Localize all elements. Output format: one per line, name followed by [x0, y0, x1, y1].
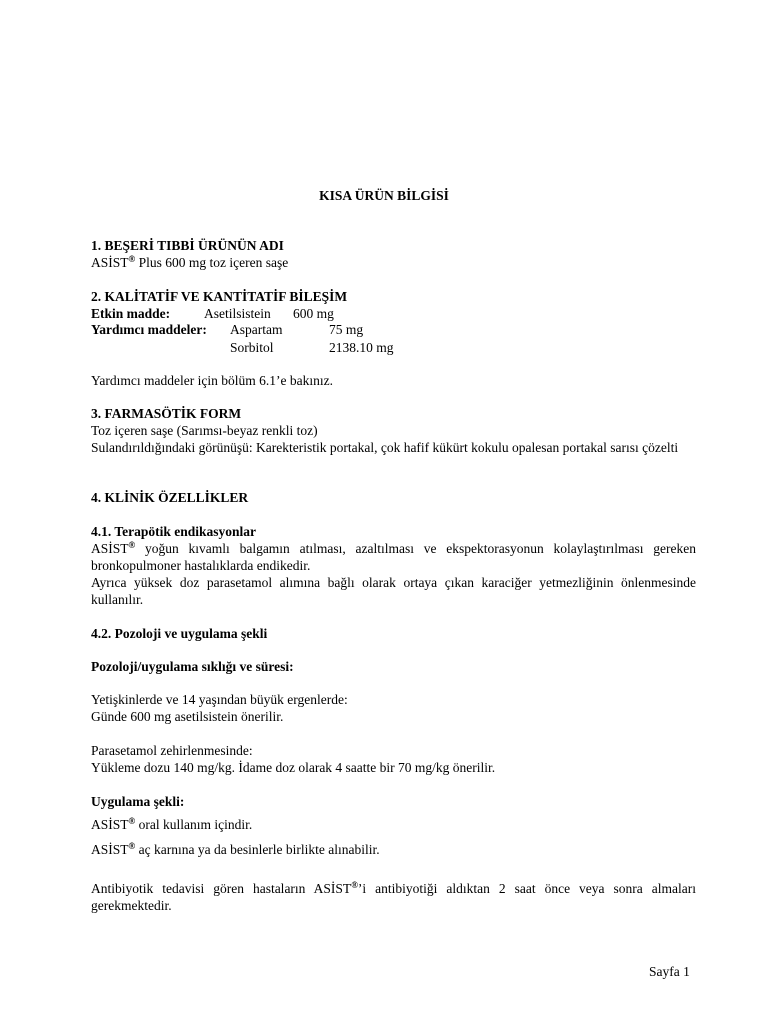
document-title: KISA ÜRÜN BİLGİSİ — [319, 188, 449, 203]
excipient-amount: 75 mg — [329, 322, 364, 337]
excipients-label: Yardımcı maddeler: — [91, 322, 207, 337]
adult-dose-line-2: Günde 600 mg asetilsistein önerilir. — [91, 709, 284, 724]
active-amount: 600 mg — [293, 306, 334, 321]
section-4-1-heading: 4.1. Terapötik endikasyonlar — [91, 524, 257, 539]
brand-name: ASİST — [91, 842, 129, 857]
registered-mark: ® — [128, 254, 136, 264]
posology-heading: Pozoloji/uygulama sıklığı ve süresi: — [91, 659, 294, 674]
registered-mark: ® — [128, 841, 136, 851]
active-label: Etkin madde: — [91, 306, 171, 321]
indication-paragraph-1 — [91, 541, 696, 574]
excipient-name: Sorbitol — [230, 340, 274, 355]
section-4-2-heading: 4.2. Pozoloji ve uygulama şekli — [91, 626, 268, 641]
product-name-rest: Plus 600 mg toz içeren saşe — [135, 255, 289, 270]
excipient-amount: 2138.10 mg — [329, 340, 394, 355]
section-4-heading: 4. KLİNİK ÖZELLİKLER — [91, 490, 249, 505]
administration-text: oral kullanım içindir. — [135, 817, 253, 832]
adult-dose-line-1: Yetişkinlerde ve 14 yaşından büyük ergenlerde: — [91, 692, 348, 707]
administration-heading: Uygulama şekli: — [91, 794, 185, 809]
section-3-heading: 3. FARMASÖTİK FORM — [91, 406, 242, 421]
paracetamol-line-2: Yükleme dozu 140 mg/kg. İdame doz olarak 4 saatte bir 70 mg/kg önerilir. — [91, 760, 496, 775]
antibiotic-text-end: ’i antibiyotiği aldıktan 2 saat önce veya sonra almaları gerekmektedir. — [91, 881, 696, 913]
registered-mark: ® — [128, 540, 136, 550]
registered-mark: ® — [128, 816, 136, 826]
product-name-line — [91, 255, 288, 272]
section-1-heading: 1. BEŞERİ TIBBİ ÜRÜNÜN ADI — [91, 238, 284, 253]
administration-text: aç karnına ya da besinlerle birlikte alınabilir. — [135, 842, 380, 857]
paracetamol-line-1: Parasetamol zehirlenmesinde: — [91, 743, 253, 758]
administration-line-1 — [91, 817, 252, 834]
brand-name: ASİST — [91, 541, 129, 556]
indication-paragraph-2: Ayrıca yüksek doz parasetamol alımına bağlı olarak ortaya çıkan karaciğer yetmezliğinin önlenmesinde kullanılır. — [91, 575, 696, 607]
brand-name: ASİST — [91, 817, 129, 832]
excipient-name: Aspartam — [230, 322, 283, 337]
antibiotic-paragraph — [91, 881, 696, 914]
form-line-1: Toz içeren saşe (Sarımsı-beyaz renkli toz) — [91, 423, 318, 438]
registered-mark: ® — [351, 880, 358, 890]
active-name: Asetilsistein — [204, 306, 271, 321]
administration-line-2 — [91, 842, 380, 859]
excipients-note: Yardımcı maddeler için bölüm 6.1’e bakınız. — [91, 373, 333, 388]
indication-text: yoğun kıvamlı balgamın atılması, azaltılması ve ekspektorasyonun kolaylaştırılması gereken bronkopulmoner hastalıklarda endikedir. — [91, 541, 696, 573]
form-line-2: Sulandırıldığındaki görünüşü: Karekteristik portakal, çok hafif kükürt kokulu opalesan portakal sarısı çözelti — [91, 440, 679, 455]
antibiotic-text-start: Antibiyotik tedavisi gören hastaların ASİST — [91, 881, 352, 896]
section-2-heading: 2. KALİTATİF VE KANTİTATİF BİLEŞİM — [91, 289, 348, 304]
page-number: Sayfa 1 — [649, 964, 690, 979]
brand-name: ASİST — [91, 255, 129, 270]
